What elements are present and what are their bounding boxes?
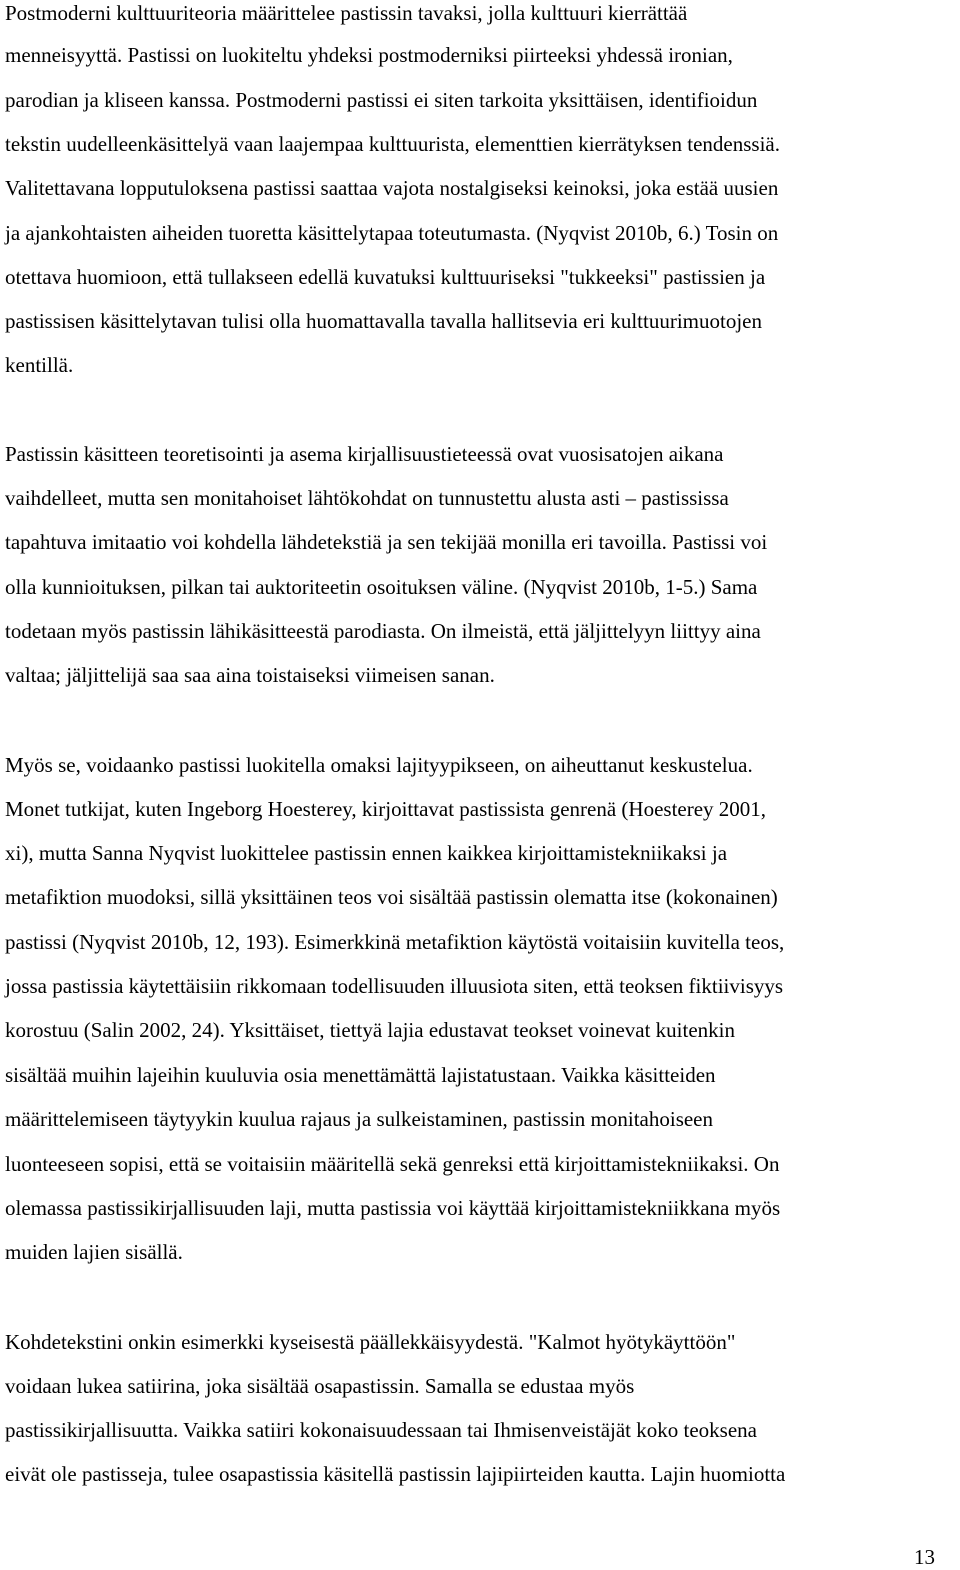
text-line: Monet tutkijat, kuten Ingeborg Hoesterey, kirjoittavat pastissista genrenä (Hoesterey 2001, — [5, 797, 767, 821]
text-line: korostuu (Salin 2002, 24). Yksittäiset, tiettyä lajia edustavat teokset voinevat kuitenkin — [5, 1018, 735, 1042]
text-line: Valitettavana lopputuloksena pastissi saattaa vajota nostalgiseksi keinoksi, joka estää uusien — [5, 176, 779, 200]
text-line: pastissi (Nyqvist 2010b, 12, 193). Esimerkkinä metafiktion käytöstä voitaisiin kuvitella teos, — [5, 930, 785, 954]
text-line: kentillä. — [5, 353, 74, 377]
text-line: Myös se, voidaanko pastissi luokitella omaksi lajityypikseen, on aiheuttanut keskustelua. — [5, 753, 753, 777]
text-line: muiden lajien sisällä. — [5, 1240, 183, 1264]
text-line: Kohdetekstini onkin esimerkki kyseisestä päällekkäisyydestä. "Kalmot hyötykäyttöön" — [5, 1330, 736, 1354]
text-line: metafiktion muodoksi, sillä yksittäinen teos voi sisältää pastissin olematta itse (kokonainen) — [5, 885, 778, 909]
text-line: jossa pastissia käytettäisiin rikkomaan todellisuuden illuusiota siten, että teoksen fiktiivisyys — [5, 974, 784, 998]
text-line: pastissisen käsittelytavan tulisi olla huomattavalla tavalla hallitsevia eri kulttuurimuotojen — [5, 309, 762, 333]
text-line: menneisyyttä. Pastissi on luokiteltu yhdeksi postmoderniksi piirteeksi yhdessä ironian, — [5, 43, 733, 67]
text-line: todetaan myös pastissin lähikäsitteestä parodiasta. On ilmeistä, että jäljittelyyn liittyy aina — [5, 619, 761, 643]
text-line: otettava huomioon, että tullakseen edellä kuvatuksi kulttuuriseksi "tukkeeksi" pastissien ja — [5, 265, 766, 289]
text-line: valtaa; jäljittelijä saa saa aina toistaiseksi viimeisen sanan. — [5, 663, 495, 687]
text-line: Postmoderni kulttuuriteoria määrittelee pastissin tavaksi, jolla kulttuuri kierrättää — [5, 1, 688, 25]
text-line: ja ajankohtaisten aiheiden tuoretta käsittelytapaa toteutumasta. (Nyqvist 2010b, 6.) Tosin on — [5, 221, 779, 245]
text-line: tekstin uudelleenkäsittelyä vaan laajempaa kulttuurista, elementtien kierrätyksen tendenssiä. — [5, 132, 780, 156]
text-line: olla kunnioituksen, pilkan tai auktoriteetin osoituksen väline. (Nyqvist 2010b, 1-5.) Sama — [5, 575, 758, 599]
text-line: määrittelemiseen täytyykin kuulua rajaus ja sulkeistaminen, pastissin monitahoiseen — [5, 1107, 714, 1131]
text-line: sisältää muihin lajeihin kuuluvia osia menettämättä lajistatustaan. Vaikka käsitteiden — [5, 1063, 716, 1087]
text-line: xi), mutta Sanna Nyqvist luokittelee pastissin ennen kaikkea kirjoittamistekniikaksi ja — [5, 841, 728, 865]
text-line: voidaan lukea satiirina, joka sisältää osapastissin. Samalla se edustaa myös — [5, 1374, 635, 1398]
text-line: eivät ole pastisseja, tulee osapastissia käsitellä pastissin lajipiirteiden kautta. Lajin huomiotta — [5, 1462, 786, 1486]
text-line: luonteeseen sopisi, että se voitaisiin määritellä sekä genreksi että kirjoittamistekniikaksi. On — [5, 1152, 780, 1176]
text-line: parodian ja kliseen kanssa. Postmoderni pastissi ei siten tarkoita yksittäisen, identifioidun — [5, 88, 758, 112]
text-line: olemassa pastissikirjallisuuden laji, mutta pastissia voi käyttää kirjoittamistekniikkana myös — [5, 1196, 781, 1220]
page-number: 13 — [914, 1545, 935, 1569]
text-line: vaihdelleet, mutta sen monitahoiset lähtökohdat on tunnustettu alusta asti – pastississa — [5, 486, 729, 510]
text-line: pastissikirjallisuutta. Vaikka satiiri kokonaisuudessaan tai Ihmisenveistäjät koko teoksena — [5, 1418, 757, 1442]
text-line: Pastissin käsitteen teoretisointi ja asema kirjallisuustieteessä ovat vuosisatojen aikana — [5, 442, 724, 466]
text-line: tapahtuva imitaatio voi kohdella lähdetekstiä ja sen tekijää monilla eri tavoilla. Pastissi voi — [5, 530, 768, 554]
